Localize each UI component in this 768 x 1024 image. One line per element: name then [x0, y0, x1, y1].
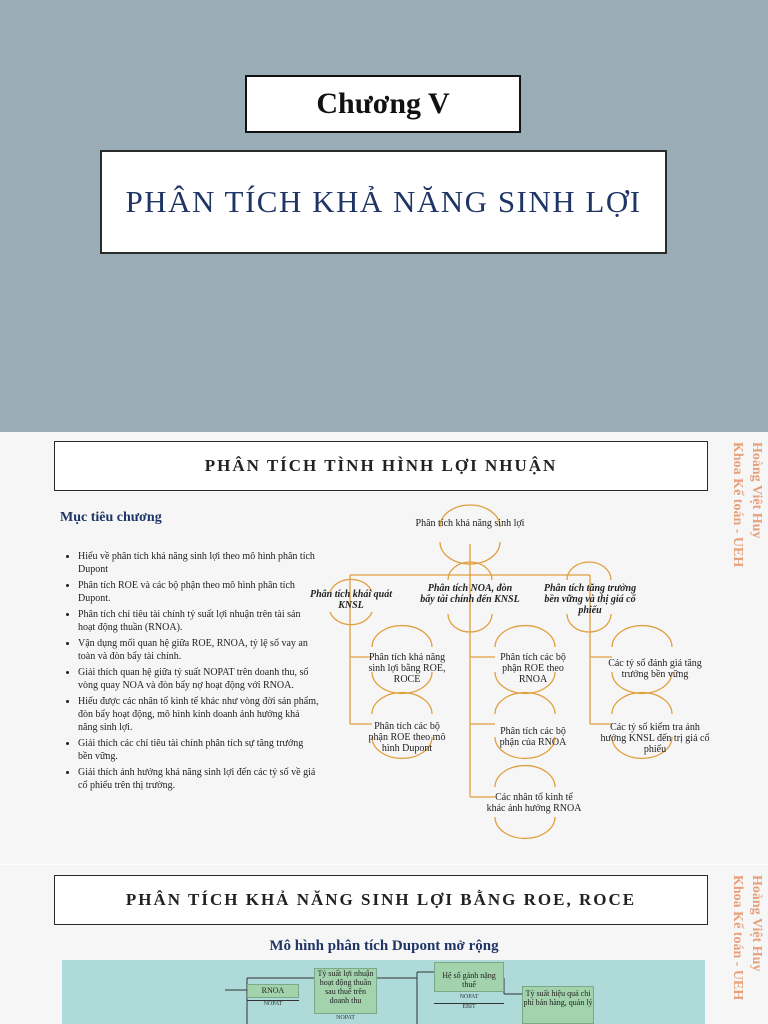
tree-leaf-rnoa-parts: Phân tích các bộ phận của RNOA — [499, 726, 567, 748]
rnoa-box: RNOA — [247, 984, 299, 998]
tree-leaf-roe-rnoa: Phân tích các bộ phận ROE theo RNOA — [500, 652, 566, 685]
tree-leaf-roe-roce: Phân tích khả năng sinh lợi bằng ROE, ROCE — [368, 652, 446, 685]
list-item: • Vận dụng mối quan hệ giữa ROE, RNOA, tỷ lệ số vay an toàn và đòn bẩy tài chính. — [78, 637, 320, 663]
dupont-diagram — [62, 960, 705, 1024]
margin-sub: NOPAT — [336, 1015, 355, 1021]
list-item: • Giải thích các chỉ tiêu tài chính phân tích sự tăng trưởng bền vững. — [78, 737, 320, 763]
list-item: • Phân tích ROE và các bộ phận theo mô hình phân tích Dupont. — [78, 579, 320, 605]
roe-slide — [0, 865, 768, 1024]
margin-box: Tỷ suất lợi nhuận hoạt động thuần sau thuế trên doanh thu — [314, 968, 377, 1014]
slide-heading: PHÂN TÍCH KHẢ NĂNG SINH LỢI BẰNG ROE, ROCE — [54, 875, 708, 925]
cost-efficiency-box: Tỷ suất hiệu quả chi phí bán hàng, quản lý — [522, 986, 594, 1024]
tree-connectors — [0, 432, 768, 864]
list-item: • Hiểu về phân tích khả năng sinh lợi theo mô hình phân tích Dupont — [78, 550, 320, 576]
author-name: Hoàng Việt Huy — [749, 442, 764, 539]
tree-branch-noa: Phân tích NOA, đòn bẩy tài chính đến KNSL — [420, 583, 520, 605]
tree-branch-growth: Phân tích tăng trưởng bền vững và thị giá cổ phiếu — [543, 583, 637, 616]
slide-title: PHÂN TÍCH KHẢ NĂNG SINH LỢI — [100, 150, 667, 254]
tax-sub-denominator: EBIT — [434, 1003, 504, 1010]
tree-leaf-growth-ratios: Các tỷ số đánh giá tăng trưởng bền vững — [608, 658, 702, 680]
slide-heading: PHÂN TÍCH TÌNH HÌNH LỢI NHUẬN — [54, 441, 708, 491]
list-item: • Hiểu được các nhân tố kinh tế khác như vòng đời sản phẩm, đòn bẩy hoạt động, mô hình kinh doanh ảnh hưởng khả năng sinh lợi. — [78, 695, 320, 734]
list-item: • Phân tích chỉ tiêu tài chính tỷ suất lợi nhuận trên tài sản hoạt động thuần (RNOA). — [78, 608, 320, 634]
author-dept: Khoa Kế toán - UEH — [730, 442, 745, 568]
diagram-title: Mô hình phân tích Dupont mở rộng — [269, 938, 499, 954]
title-slide — [0, 0, 768, 432]
tree-leaf-dupont: Phân tích các bộ phận ROE theo mô hình Dupont — [368, 721, 446, 754]
list-item: • Giải thích quan hệ giữa tỷ suất NOPAT trên doanh thu, số vòng quay NOA và đòn bẩy nợ hoạt động với RNOA. — [78, 666, 320, 692]
objectives-slide — [0, 432, 768, 864]
tree-leaf-stock-ratios: Các tỷ số kiểm tra ảnh hưởng KNSL đến trị giá cổ phiếu — [600, 722, 710, 755]
list-item: • Giải thích ảnh hưởng khả năng sinh lợi đến các tỷ số về giá cổ phiếu trên thị trường. — [78, 766, 320, 792]
tree-branch-overview: Phân tích khái quát KNSL — [310, 589, 392, 611]
tree-root: Phân tích khả năng sinh lợi — [415, 518, 525, 529]
author-name: Hoàng Việt Huy — [749, 875, 764, 972]
objectives-title: Mục tiêu chương — [60, 510, 162, 525]
diagram-connectors — [62, 960, 705, 1024]
author-dept: Khoa Kế toán - UEH — [730, 875, 745, 1001]
chapter-label: Chương V — [245, 75, 521, 133]
tax-burden-box: Hệ số gánh nặng thuế — [434, 962, 504, 992]
rnoa-sub: NOPAT — [247, 1000, 299, 1007]
tree-leaf-economic-factors: Các nhân tố kinh tế khác ảnh hưởng RNOA — [486, 792, 582, 814]
tax-sub-numerator: NOPAT — [459, 994, 479, 1000]
